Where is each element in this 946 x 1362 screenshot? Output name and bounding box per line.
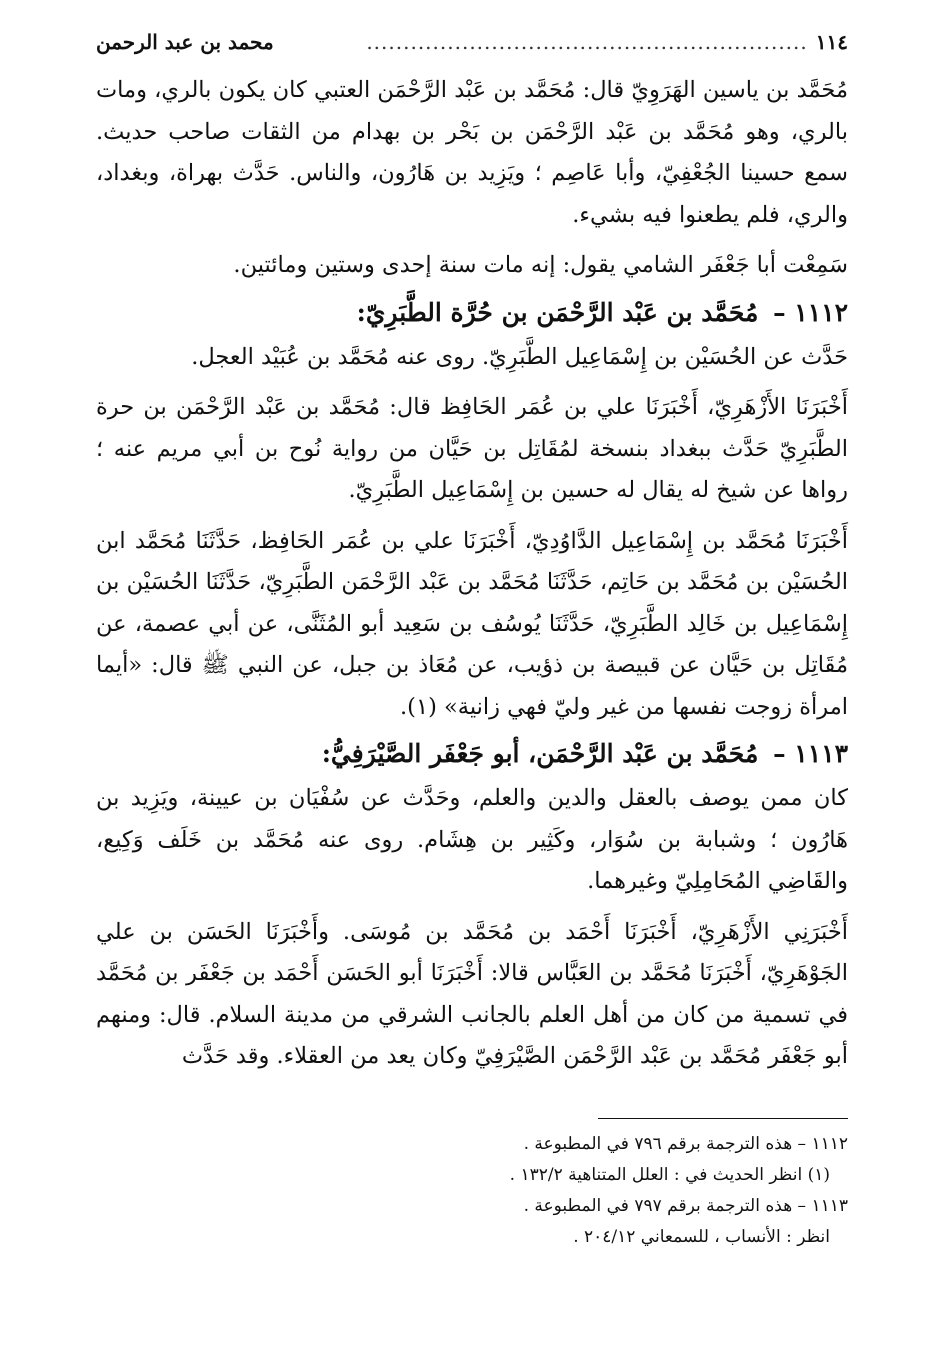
entry-name: مُحَمَّد بن عَبْد الرَّحْمَن بن حُرَّة الطَّبَرِيّ: <box>356 297 759 327</box>
paragraph: أَخْبَرَنَا مُحَمَّد بن إِسْمَاعِيل الدَّاوُدِيّ، أَخْبَرَنَا علي بن عُمَر الحَافِظ، حَدَّثَنَا مُحَمَّد ابن الحُسَيْن بن مُحَمَّد بن حَاتِم، حَدَّثَنَا مُحَمَّد بن عَبْد الرَّحْمَن الطَّبَرِيّ، حَدَّثَنَا الحُسَيْن بن إِسْمَاعِيل بن خَالِد الطَّبَرِيّ، حَدَّثَنَا يُوسُف بن سَعِيد أبو المُثَنَّى، عن أبي عصمة، عن مُقَاتِل بن حَيَّان عن قبيصة بن ذؤيب، عن مُعَاذ بن جبل، عن النبي ﷺ قال: «أيما امرأة زوجت نفسها من غير وليّ فهي زانية» (١). <box>96 527 848 720</box>
entry-name: مُحَمَّد بن عَبْد الرَّحْمَن، أبو جَعْفَر الصَّيْرَفِيُّ: <box>321 739 759 768</box>
entry-number: ١١١٢ – <box>773 297 848 327</box>
running-title: محمد بن عبد الرحمن <box>96 30 274 54</box>
paragraph: أَخْبَرَنَا الأَزْهَرِيّ، أَخْبَرَنَا علي بن عُمَر الحَافِظ قال: مُحَمَّد بن عَبْد الرَّحْمَن بن حرة الطَّبَرِيّ حَدَّث ببغداد بنسخة لمُقَاتِل بن حَيَّان من رواية نُوح بن أبي مريم عنه ؛ رواها عن شيخ له يقال له حسين بن إِسْمَاعِيل الطَّبَرِيّ. <box>96 394 849 503</box>
paragraph: أَخْبَرَنِي الأَزْهَرِيّ، أَخْبَرَنَا أَحْمَد بن مُحَمَّد بن مُوسَى. وأَخْبَرَنَا الحَسَن بن علي الجَوْهَرِيّ، أَخْبَرَنَا مُحَمَّد بن العَبَّاس قالا: أَخْبَرَنَا أبو الحَسَن أَحْمَد بن جَعْفَر بن مُحَمَّد في تسمية من كان من أهل العلم بالجانب الشرقي من مدينة السلام. قال: ومنهم أبو جَعْفَر مُحَمَّد بن عَبْد الرَّحْمَن الصَّيْرَفِيّ وكان يعد من العقلاء. وقد حَدَّث <box>96 918 848 1069</box>
footnotes <box>96 1129 848 1253</box>
running-header <box>96 30 848 64</box>
paragraph: مُحَمَّد بن ياسين الهَرَوِيّ قال: مُحَمَّد بن عَبْد الرَّحْمَن العتبي كان يكون بالري، ومات بالري، وهو مُحَمَّد بن عَبْد الرَّحْمَن بن بَحْر بن بهدام من الثقات صاحب حديث. سمع حسينا الجُعْفِيّ، وأبا عَاصِم ؛ ويَزِيد بن هَارُون، والناس. حَدَّث بهراة، وبغداد، والري، فلم يطعنوا فيه بشيء. <box>96 77 848 228</box>
paragraph: كان ممن يوصف بالعقل والدين والعلم، وحَدَّث عن سُفْيَان بن عيينة، ويَزِيد بن هَارُون ؛ وشبابة بن سُوَار، وكَثِير بن هِشَام. روى عنه مُحَمَّد بن خَلَف وَكِيع، والقَاضِي المُحَامِلِيّ وغيرهما. <box>96 785 848 894</box>
footnote: ١١١٣ – هذه الترجمة برقم ٧٩٧ في المطبوعة . <box>523 1195 848 1216</box>
footnote: (١) انظر الحديث في : العلل المتناهية ١٣٢/٢ . <box>509 1164 830 1185</box>
footnote: انظر : الأنساب ، للسمعاني ٢٠٤/١٢ . <box>573 1226 830 1247</box>
footnote-divider <box>598 1118 848 1119</box>
entry-heading-1113 <box>96 732 848 776</box>
entry-heading-1112 <box>96 291 848 335</box>
paragraph: حَدَّث عن الحُسَيْن بن إِسْمَاعِيل الطَّبَرِيّ. روى عنه مُحَمَّد بن عُبَيْد العجل. <box>191 343 848 370</box>
main-text <box>96 70 848 1078</box>
footnote: ١١١٢ – هذه الترجمة برقم ٧٩٦ في المطبوعة . <box>523 1133 848 1154</box>
entry-number: ١١١٣ – <box>773 739 848 768</box>
paragraph: سَمِعْت أبا جَعْفَر الشامي يقول: إنه مات سنة إحدى وستين ومائتين. <box>233 252 848 278</box>
leader-dots: ............................................................ <box>366 30 808 54</box>
page-number: ١١٤ <box>815 30 848 54</box>
